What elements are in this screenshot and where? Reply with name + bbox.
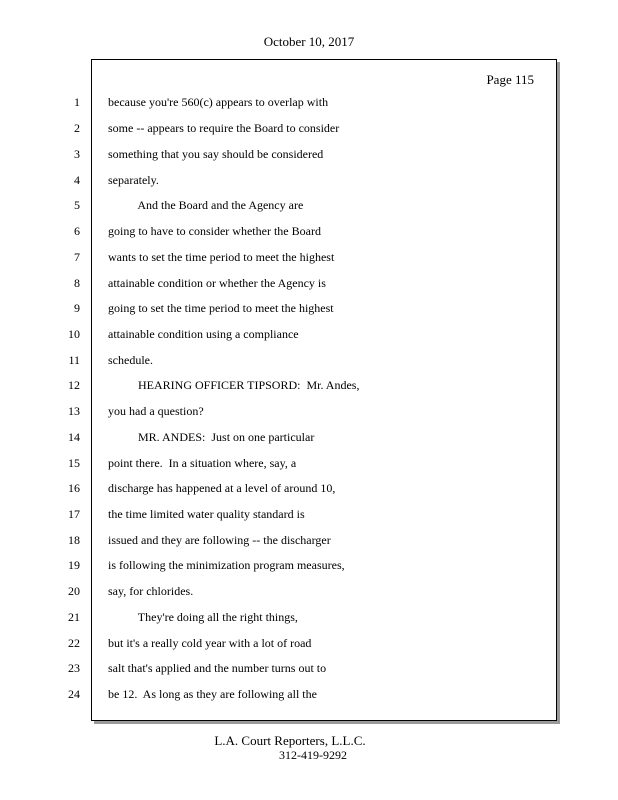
line-number: 7 [74, 250, 80, 264]
line-number: 11 [68, 353, 80, 367]
line-number: 22 [68, 636, 80, 650]
transcript-line: issued and they are following -- the discharger [108, 533, 331, 547]
line-number: 14 [68, 430, 80, 444]
transcript-line: They're doing all the right things, [108, 610, 298, 624]
line-number: 5 [74, 198, 80, 212]
line-number: 16 [68, 481, 80, 495]
transcript-line: attainable condition using a compliance [108, 327, 299, 341]
line-number: 12 [68, 378, 80, 392]
line-number: 3 [74, 147, 80, 161]
line-number: 20 [68, 584, 80, 598]
transcript-line: schedule. [108, 353, 153, 367]
line-number: 1 [74, 95, 80, 109]
transcript-line: wants to set the time period to meet the highest [108, 250, 335, 264]
line-number: 23 [68, 661, 80, 675]
header-date: October 10, 2017 [263, 34, 355, 49]
transcript-line: is following the minimization program measures, [108, 558, 345, 572]
transcript-line: but it's a really cold year with a lot of road [108, 636, 312, 650]
line-number: 9 [74, 301, 80, 315]
transcript-line: HEARING OFFICER TIPSORD: Mr. Andes, [108, 378, 360, 392]
line-number: 24 [68, 687, 80, 701]
line-number: 18 [68, 533, 80, 547]
transcript-line: And the Board and the Agency are [108, 198, 304, 212]
footer-phone: 312-419-9292 [279, 748, 347, 762]
footer-company: L.A. Court Reporters, L.L.C. [214, 733, 366, 748]
transcript-line: discharge has happened at a level of around 10, [108, 481, 336, 495]
line-number: 21 [68, 610, 80, 624]
transcript-line: the time limited water quality standard is [108, 507, 305, 521]
line-number: 13 [68, 404, 80, 418]
transcript-line: you had a question? [108, 404, 204, 418]
transcript-line: attainable condition or whether the Agency is [108, 276, 326, 290]
line-number: 15 [68, 456, 80, 470]
line-number: 19 [68, 558, 80, 572]
line-number: 17 [68, 507, 80, 521]
transcript-line: say, for chlorides. [108, 584, 194, 598]
transcript-line: point there. In a situation where, say, a [108, 456, 297, 470]
transcript-line: going to have to consider whether the Board [108, 224, 321, 238]
transcript-line: some -- appears to require the Board to consider [108, 121, 340, 135]
transcript-line: MR. ANDES: Just on one particular [108, 430, 315, 444]
transcript-line: separately. [108, 173, 159, 187]
line-number: 6 [74, 224, 80, 238]
transcript-line: something that you say should be considered [108, 147, 324, 161]
transcript-line: be 12. As long as they are following all the [108, 687, 317, 701]
line-number: 4 [74, 173, 80, 187]
line-number: 2 [74, 121, 80, 135]
transcript-line: going to set the time period to meet the highest [108, 301, 334, 315]
transcript-line: because you're 560(c) appears to overlap with [108, 95, 329, 109]
page-number: Page 115 [486, 72, 534, 87]
line-number: 10 [68, 327, 80, 341]
transcript-line: salt that's applied and the number turns out to [108, 661, 327, 675]
line-number: 8 [74, 276, 80, 290]
